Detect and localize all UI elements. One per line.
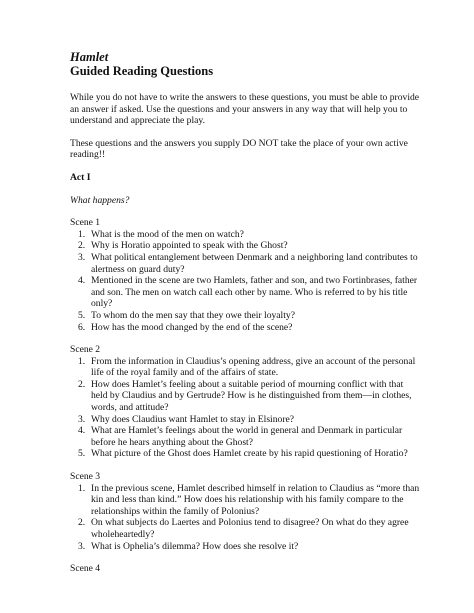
intro-paragraph: These questions and the answers you supply DO NOT take the place of your own active reading!! [70, 137, 408, 161]
question-item: 3. What political entanglement between Denmark and a neighboring land contributes to alertness on guard duty? [78, 251, 418, 275]
question-item: 2. Why is Horatio appointed to speak with the Ghost? [78, 240, 288, 252]
scene-label: Scene 4 [70, 563, 101, 575]
question-item: 5. What picture of the Ghost does Hamlet create by his rapid questioning of Horatio? [78, 448, 408, 460]
question-item: 4. What are Hamlet’s feelings about the world in general and Denmark in particular before he hears anything about the Ghost? [78, 425, 403, 448]
question-text: What are Hamlet’s feelings about the world in general and Denmark in particular before he hears anything about the Ghost? [91, 425, 403, 448]
scene-label: Scene 2 [70, 344, 101, 356]
question-text: What is Ophelia’s dilemma? How does she resolve it? [91, 540, 299, 552]
question-list [70, 229, 420, 333]
question-text: How has the mood changed by the end of the scene? [91, 321, 293, 333]
question-item: 3. What is Ophelia’s dilemma? How does she resolve it? [78, 540, 299, 552]
question-item: 3. Why does Claudius want Hamlet to stay in Elsinore? [78, 413, 295, 425]
question-text: To whom do the men say that they owe their loyalty? [91, 309, 295, 321]
play-title: Hamlet [70, 50, 109, 64]
act-subheading: What happens? [70, 194, 130, 206]
question-text: In the previous scene, Hamlet described himself in relation to Claudius as “more than kin and less than kind.” How does his relationship with his family compare to the relationships within the family of Polonius? [91, 482, 420, 517]
question-item: 1. What is the mood of the men on watch? [78, 228, 244, 240]
question-item: 2. On what subjects do Laertes and Polonius tend to disagree? On what do they agree wholeheartedly? [78, 517, 409, 540]
question-text: How does Hamlet’s feeling about a suitable period of mourning conflict with that held by Claudius and by Gertrude? How is he distinguished from them—in clothes, words, and attitude? [91, 378, 412, 414]
page-title: Guided Reading Questions [70, 64, 214, 78]
question-text: Mentioned in the scene are two Hamlets, father and son, and two Fortinbrases, father and son. The men on watch call each other by name. Who is referred to by his title only? [91, 275, 418, 310]
question-text: Why is Horatio appointed to speak with the Ghost? [91, 240, 288, 252]
question-item: 5. To whom do the men say that they owe their loyalty? [78, 309, 295, 321]
question-text: What picture of the Ghost does Hamlet create by his rapid questioning of Horatio? [91, 448, 408, 460]
question-item: 6. How has the mood changed by the end of the scene? [78, 321, 293, 333]
scene-label: Scene 3 [70, 471, 101, 483]
question-list [70, 356, 420, 460]
question-text: On what subjects do Laertes and Polonius tend to disagree? On what do they agree wholeheartedly? [91, 517, 409, 540]
question-item: 1. From the information in Claudius’s opening address, give an account of the personal life of the royal family and of the affairs of state. [78, 355, 416, 379]
document-page [70, 50, 420, 575]
question-text: What political entanglement between Denmark and a neighboring land contributes to alertness on guard duty? [91, 251, 418, 275]
intro-paragraph: While you do not have to write the answers to these questions, you must be able to provide an answer if asked. Use the questions and your answers in any way that will help you to understand and appreciate the play. [70, 92, 420, 127]
question-item: 1. In the previous scene, Hamlet described himself in relation to Claudius as “more than kin and less than kind.” How does his relationship with his family compare to the relationships within the family of Polonius? [78, 482, 420, 517]
question-text: Why does Claudius want Hamlet to stay in Elsinore? [91, 413, 295, 425]
question-text: From the information in Claudius’s opening address, give an account of the personal life of the royal family and of the affairs of state. [91, 355, 416, 379]
question-text: What is the mood of the men on watch? [91, 228, 244, 240]
scene-label: Scene 1 [70, 217, 101, 229]
question-list [70, 483, 420, 553]
question-item: 2. How does Hamlet’s feeling about a suitable period of mourning conflict with that held by Claudius and by Gertrude? How is he distinguished from them—in clothes, words, and attitude? [78, 378, 412, 414]
act-heading: Act I [70, 171, 91, 183]
question-item: 4. Mentioned in the scene are two Hamlets, father and son, and two Fortinbrases, father and son. The men on watch call each other by name. Who is referred to by his title only? [78, 275, 418, 310]
